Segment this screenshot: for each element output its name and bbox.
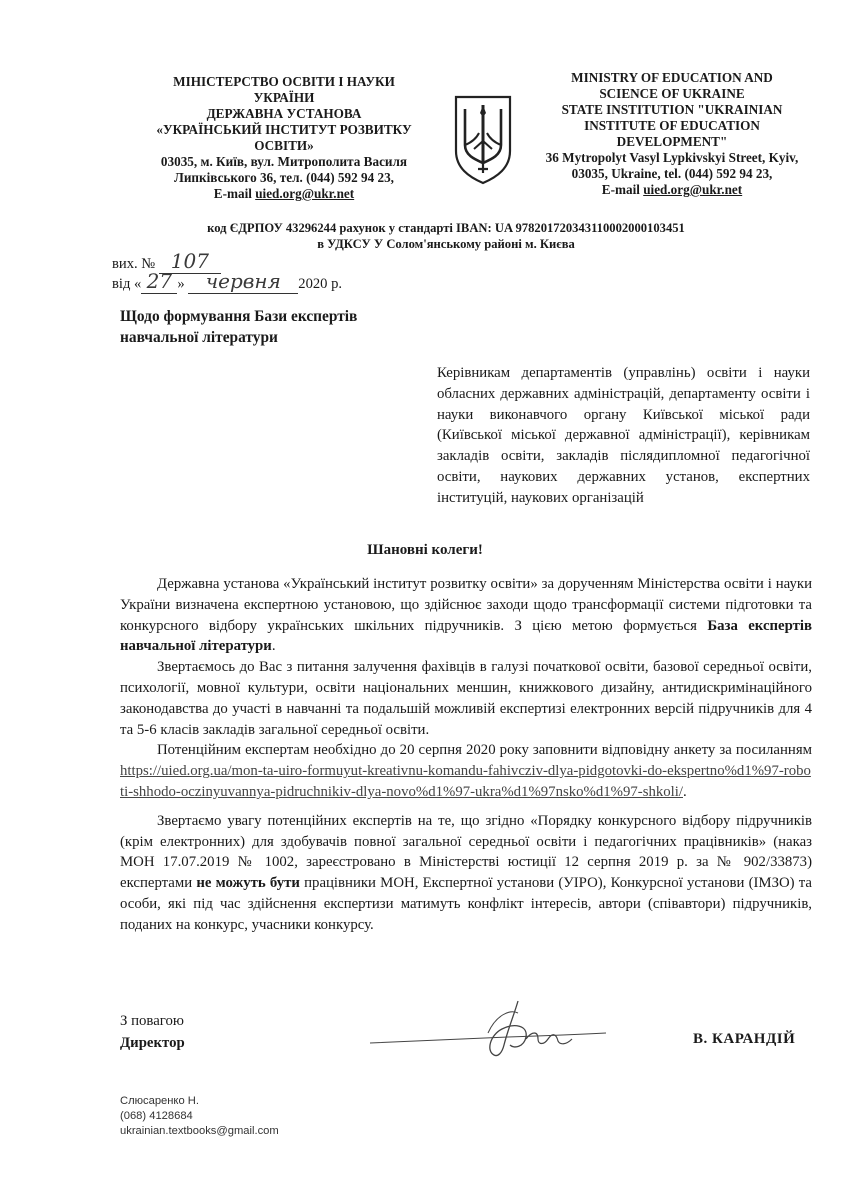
header-right-line: DEVELOPMENT" (616, 134, 728, 149)
paragraph-text: Державна установа «Український інститут розвитку освіти» за дорученням Міністерства освіти і науки України визначена експертною установою, що здійснює заходи щодо трансформації системи підготовки та конкурсного відбору українських шкільних підручників. З цією метою формується (120, 576, 812, 634)
email-link[interactable]: uied.org@ukr.net (255, 186, 355, 201)
header-right-email-row (538, 182, 806, 198)
body-paragraph: Звертаємось до Вас з питання залучення фахівців в галузі початкової освіти, базової середньої освіти, психології, мовної культури, освіти національних меншин, книжкового дизайну, антидискримінаційного законодавства до участі в навчанні та подальшій можливій експертизі електронних версій підручників для 4 та 5-6 класів закладів загальної середньої освіти. (120, 659, 812, 738)
executor-phone: (068) 4128684 (120, 1110, 193, 1122)
header-right-address: 03035, Ukraine, tel. (044) 592 94 23, (571, 166, 773, 181)
signer-position: Директор (120, 1035, 185, 1051)
date-month-handwritten: червня (205, 269, 281, 293)
body-paragraph (120, 574, 812, 657)
paragraph-bold-text: не можуть бути (196, 875, 300, 892)
closing-block (120, 1010, 185, 1054)
handwritten-signature (368, 995, 608, 1065)
body-paragraph (120, 811, 812, 936)
date-day-handwritten: 27 (146, 269, 173, 293)
header-left-address: Липківського 36, тел. (044) 592 94 23, (174, 170, 394, 185)
header-right-line: INSTITUTE OF EDUCATION (584, 118, 760, 133)
date-day-field (141, 269, 177, 294)
date-year: 2020 р. (298, 276, 343, 292)
header-right-line: STATE INSTITUTION "UKRAINIAN (561, 102, 783, 117)
outgoing-number-handwritten: 107 (170, 249, 209, 273)
email-label: E-mail (601, 182, 644, 197)
subject-line: Щодо формування Бази експертів (120, 308, 358, 325)
bank-details-line: в УДКСУ У Солом'янському районі м. Києва (317, 237, 575, 251)
trident-coat-of-arms-icon (452, 93, 514, 185)
header-left-line: ДЕРЖАВНА УСТАНОВА (206, 106, 362, 121)
paragraph-end: . (683, 783, 687, 800)
header-right-line: SCIENCE OF UKRAINE (599, 86, 745, 101)
subject-line: навчальної літератури (120, 329, 278, 346)
header-left-line: ОСВІТИ» (254, 138, 314, 153)
executor-email[interactable]: ukrainian.textbooks@gmail.com (120, 1125, 279, 1137)
addressee-block: Керівникам департаментів (управлінь) освіти і науки обласних державних адміністрацій, департаменту освіти і науки виконавчого органу Київської міської ради (Київської міської державної адміністрації), керівникам закладів освіти, закладів післядипломної педагогічної освіти, наукових державних установ, експертних інституцій, наукових організацій (437, 365, 810, 506)
signer-name: В. КАРАНДІЙ (693, 1031, 796, 1047)
paragraph-end: . (271, 638, 276, 655)
date-row (112, 269, 343, 294)
paragraph-text: Звертаємо увагу потенційних експертів на те, що згідно «Порядку конкурсного відбору підручників (крім електронних) для здобувачів повної загальної середньої освіти і педагогічних працівників» (наказ МОН 17.07.2019 № 1002, зареєстровано в Міністерстві юстиції 12 серпня 2019 р. за № 902/33873) експертами (120, 812, 812, 892)
bank-details (186, 220, 706, 252)
header-right-address: 36 Mytropolyt Vasyl Lypkivskyi Street, Kyiv, (545, 150, 799, 165)
letter-body (120, 574, 812, 936)
header-left-line: «УКРАЇНСЬКИЙ ІНСТИТУТ РОЗВИТКУ (156, 122, 412, 137)
executor-name: Слюсаренко Н. (120, 1095, 199, 1107)
header-left-line: МІНІСТЕРСТВО ОСВІТИ І НАУКИ (173, 74, 395, 89)
header-left-line: УКРАЇНИ (253, 90, 315, 105)
outgoing-number-label: вих. № (112, 256, 156, 272)
closing-regards: З повагою (120, 1013, 184, 1029)
header-left (148, 74, 420, 202)
executor-info (120, 1094, 279, 1139)
paragraph-text: працівники МОН, Експертної установи (УІРО), Конкурсної установи (ІМЗО) та особи, які під час здійснення експертизи матимуть конфлікт інтересів, автори (співавтори) підручників, поданих на конкурс, учасники конкурсу. (120, 875, 812, 933)
email-label: E-mail (213, 186, 256, 201)
date-mid: » (177, 276, 185, 292)
header-left-address: 03035, м. Київ, вул. Митрополита Василя (160, 154, 408, 169)
body-paragraph (120, 740, 812, 802)
header-left-email-row (148, 186, 420, 202)
email-link[interactable]: uied.org@ukr.net (643, 182, 743, 197)
questionnaire-link[interactable]: https://uied.org.ua/mon-ta-uiro-formuyut-kreativnu-komandu-fahivcziv-dlya-pidgotovki-do-ekspertno%d1%97-roboti-shhodo-oczinyuvannya-pidruchnikiv-dlya-novo%d1%97-ukra%d1%97nsko%d1%97-shkoli/ (120, 763, 811, 800)
date-month-field (188, 269, 298, 294)
letter-subject (120, 306, 420, 348)
header-right (538, 70, 806, 198)
paragraph-text: Потенційним експертам необхідно до 20 серпня 2020 року заповнити відповідну анкету за посиланням (157, 742, 812, 759)
paragraph-bold-text: База експертів навчальної літератури (120, 617, 813, 655)
header-right-line: MINISTRY OF EDUCATION AND (571, 70, 773, 85)
date-prefix: від « (112, 276, 142, 292)
greeting: Шановні колеги! (367, 542, 483, 558)
bank-details-line: код ЄДРПОУ 43296244 рахунок у стандарті IBAN: UA 978201720343110002000103451 (207, 221, 685, 235)
